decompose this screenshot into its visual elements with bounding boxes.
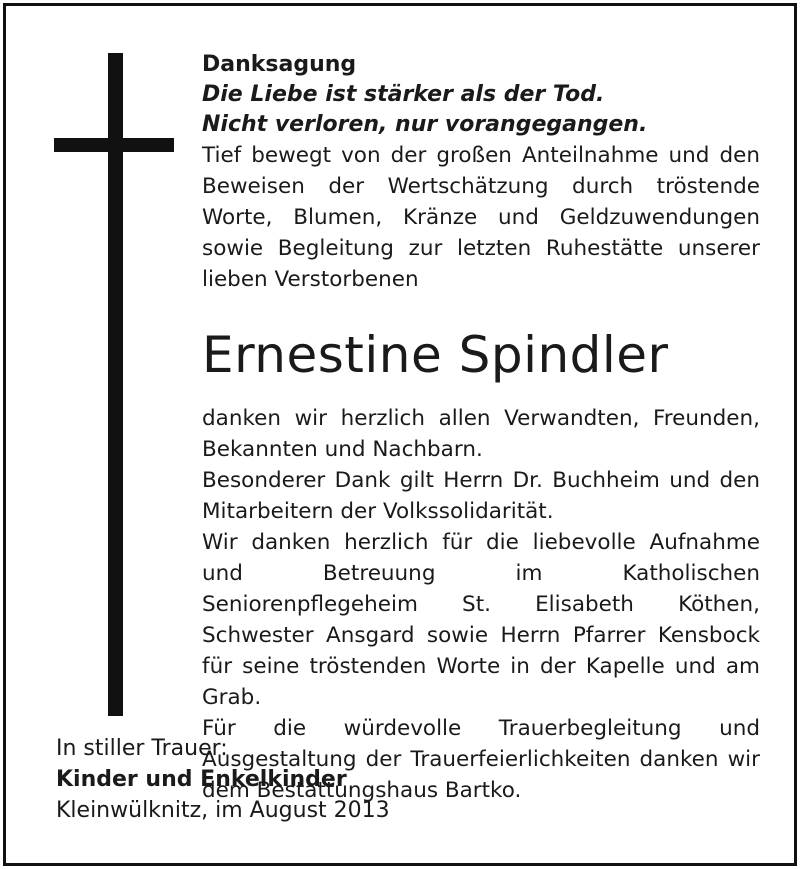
- intro-paragraph: Tief bewegt von der großen Anteilnahme und den Beweisen der Wertschätzung durch tröstende Worte, Blumen, Kränze und Geldzuwendungen sowie Begleitung zur letzten Ruhestätte unserer lieben Verstorbenen: [202, 143, 760, 292]
- thanks-paragraph-2: Besonderer Dank gilt Herrn Dr. Buchheim und den Mitarbeitern der Volkssolidarität.: [202, 468, 760, 524]
- place-date: Kleinwülknitz, im August 2013: [56, 798, 390, 823]
- notice-heading: Danksagung: [202, 52, 357, 77]
- deceased-name: Ernestine Spindler: [202, 326, 669, 384]
- thanks-paragraph-1: danken wir herzlich allen Verwandten, Freunden, Bekannten und Nachbarn.: [202, 406, 760, 462]
- family-signature: Kinder und Enkelkinder: [56, 767, 347, 792]
- mourning-line: In stiller Trauer:: [56, 736, 228, 761]
- thanks-paragraph-3: Wir danken herzlich für die liebevolle Aufnahme und Betreuung im Katholischen Seniorenpflegeheim St. Elisabeth Köthen, Schwester Ansgard sowie Herrn Pfarrer Kensbock für seine tröstenden Worte in der Kapelle und am Grab.: [202, 530, 760, 710]
- motto-line-1: Die Liebe ist stärker als der Tod.: [202, 82, 605, 107]
- thanks-paragraph-4: Für die würdevolle Trauerbegleitung und Ausgestaltung der Trauerfeierlichkeiten danken wir dem Bestattungshaus Bartko.: [202, 716, 760, 803]
- signature-block: [56, 733, 656, 826]
- notice-body: [202, 50, 760, 806]
- cross-icon-horizontal-bar: [54, 138, 174, 152]
- motto-line-2: Nicht verloren, nur vorangegangen.: [202, 112, 648, 137]
- cross-icon-vertical-bar: [108, 53, 123, 716]
- obituary-notice: [3, 3, 797, 866]
